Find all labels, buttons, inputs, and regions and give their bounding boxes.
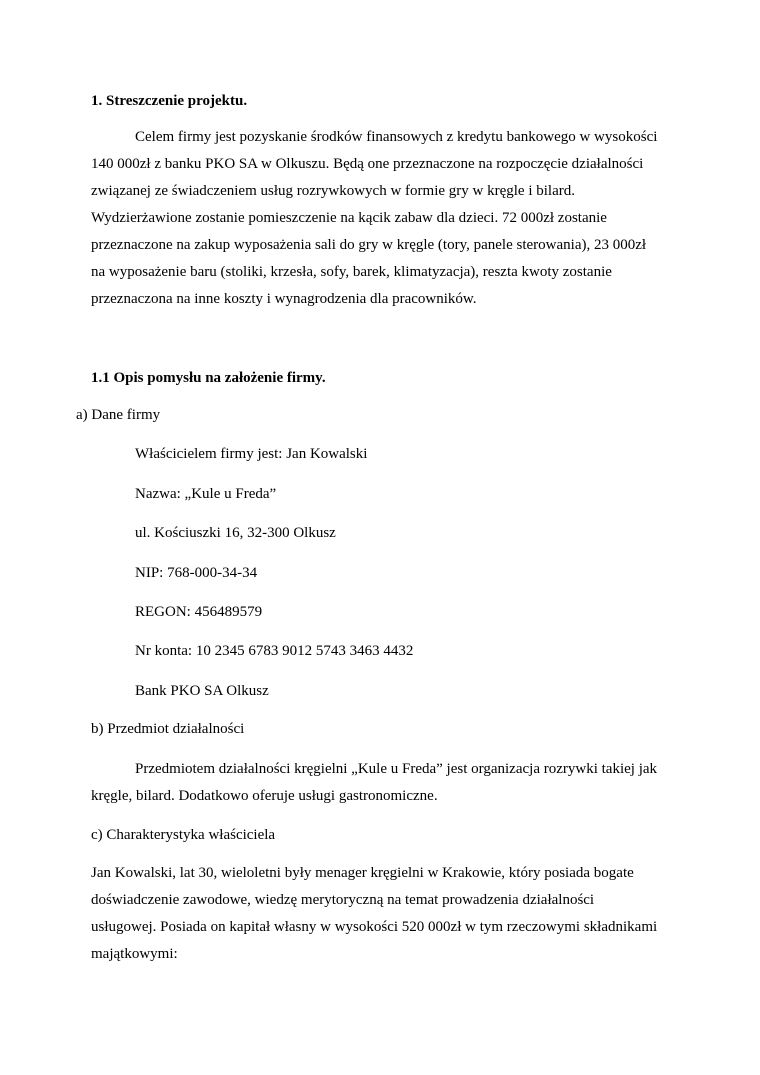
address-line: ul. Kościuszki 16, 32-300 Olkusz bbox=[135, 525, 336, 541]
paragraph-line: Celem firmy jest pozyskanie środków finansowych z kredytu bankowego w wysokości bbox=[135, 129, 658, 145]
paragraph-line: Wydzierżawione zostanie pomieszczenie na kącik zabaw dla dzieci. 72 000zł zostanie bbox=[91, 210, 607, 226]
paragraph-line: kręgle, bilard. Dodatkowo oferuje usługi gastronomiczne. bbox=[91, 788, 438, 804]
bank-line: Bank PKO SA Olkusz bbox=[135, 683, 269, 699]
company-name-line: Nazwa: „Kule u Freda” bbox=[135, 486, 277, 502]
paragraph-line: usługowej. Posiada on kapitał własny w wysokości 520 000zł w tym rzeczowymi składnikami bbox=[91, 919, 658, 935]
paragraph-line: doświadczenie zawodowe, wiedzę merytoryczną na temat prowadzenia działalności bbox=[91, 892, 595, 908]
paragraph-line: Jan Kowalski, lat 30, wieloletni były menager kręgielni w Krakowie, który posiada bogate bbox=[91, 865, 634, 881]
paragraph-line: majątkowymi: bbox=[91, 946, 178, 962]
section-heading-streszczenie: 1. Streszczenie projektu. bbox=[91, 93, 248, 109]
subsection-label-c: c) Charakterystyka właściciela bbox=[91, 827, 276, 843]
paragraph-line: Przedmiotem działalności kręgielni „Kule u Freda” jest organizacja rozrywki takiej jak bbox=[135, 761, 658, 777]
paragraph-line: przeznaczona na inne koszty i wynagrodzenia dla pracowników. bbox=[91, 291, 477, 307]
paragraph-line: na wyposażenie baru (stoliki, krzesła, sofy, barek, klimatyzacja), reszta kwoty zostanie bbox=[91, 264, 612, 280]
owner-line: Właścicielem firmy jest: Jan Kowalski bbox=[135, 446, 368, 462]
account-number-line: Nr konta: 10 2345 6783 9012 5743 3463 4432 bbox=[135, 643, 414, 659]
section-heading-opis-pomyslu: 1.1 Opis pomysłu na założenie firmy. bbox=[91, 370, 326, 386]
regon-line: REGON: 456489579 bbox=[135, 604, 263, 620]
subsection-label-a: a) Dane firmy bbox=[76, 407, 161, 423]
paragraph-line: 140 000zł z banku PKO SA w Olkuszu. Będą one przeznaczone na rozpoczęcie działalności bbox=[91, 156, 644, 172]
paragraph-line: przeznaczone na zakup wyposażenia sali do gry w kręgle (tory, panele sterowania), 23 000zł bbox=[91, 237, 647, 253]
subsection-label-b: b) Przedmiot działalności bbox=[91, 721, 245, 737]
paragraph-line: związanej ze świadczeniem usług rozrywkowych w formie gry w kręgle i bilard. bbox=[91, 183, 575, 199]
nip-line: NIP: 768-000-34-34 bbox=[135, 565, 258, 581]
